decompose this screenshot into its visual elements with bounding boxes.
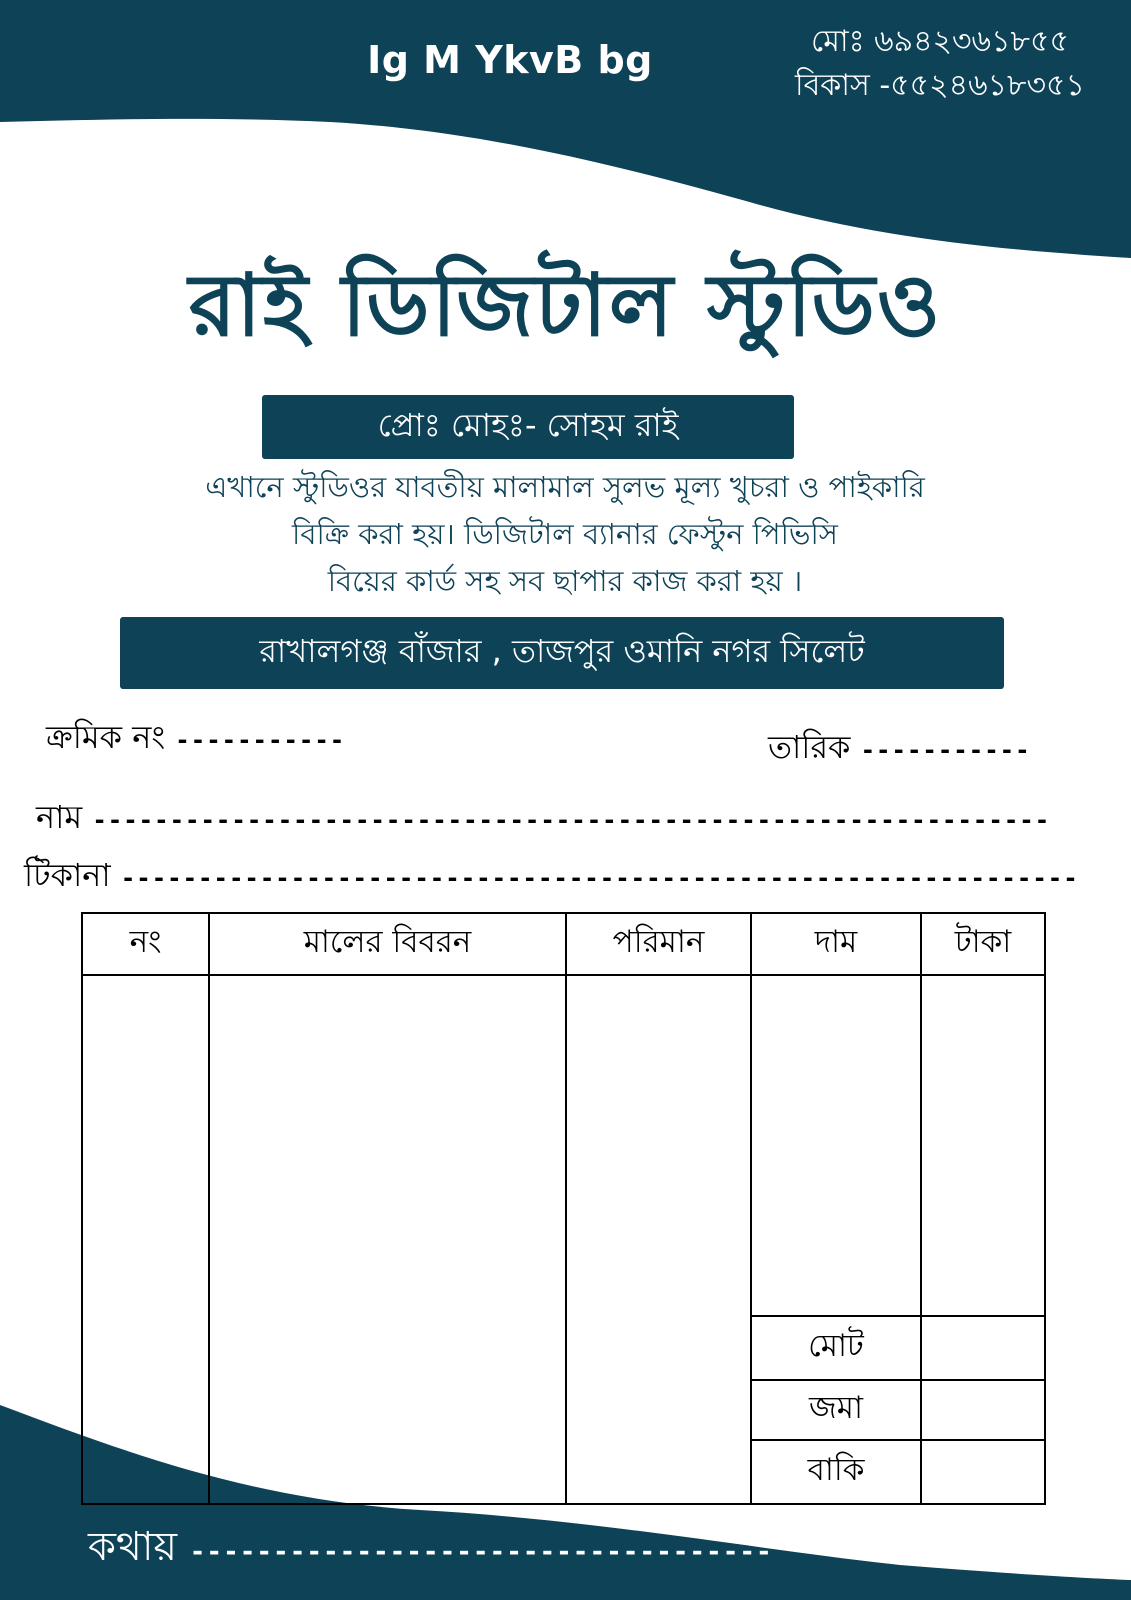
description-cell[interactable]	[209, 975, 566, 1504]
total-value[interactable]	[921, 1316, 1045, 1380]
words-label: কথায়	[88, 1524, 178, 1570]
contact-block	[760, 20, 1120, 108]
amount-cell[interactable]	[921, 975, 1045, 1316]
brand-name: রাই ডিজিটাল স্টুডিও	[188, 255, 943, 356]
col-serial: নং	[82, 913, 209, 975]
words-blank[interactable]: -----------------------------------	[189, 1537, 773, 1567]
address-label: টিকানা	[24, 856, 111, 894]
col-description: মালের বিবরন	[209, 913, 566, 975]
serial-cell[interactable]	[82, 975, 209, 1504]
description-line: এখানে স্টুডিওর যাবতীয় মালামাল সুলভ মূল্য খুচরা ও পাইকারি	[205, 470, 925, 504]
date-label: তারিক	[768, 728, 851, 766]
invoice-table	[81, 912, 1046, 1505]
serial-label: ক্রমিক নং	[46, 718, 166, 756]
serial-number-field[interactable]	[46, 712, 345, 766]
description-line: বিক্রি করা হয়। ডিজিটাল ব্যানার ফেস্টুন পিভিসি	[292, 517, 838, 551]
deposit-label: জমা	[751, 1380, 921, 1440]
col-quantity: পরিমান	[566, 913, 751, 975]
proprietor-banner	[262, 395, 794, 459]
col-price: দাম	[751, 913, 921, 975]
services-description	[60, 464, 1070, 605]
phone-number: মোঃ ৬৯৪২৩৬১৮৫৫	[811, 24, 1069, 59]
name-blank[interactable]: --------------------------------------------------------------	[92, 806, 1051, 834]
garbled-header-title: Ig M YkvB bg	[367, 38, 653, 82]
description-line: বিয়ের কার্ড সহ সব ছাপার কাজ করা হয় ।	[327, 564, 803, 598]
quantity-cell[interactable]	[566, 975, 751, 1504]
shop-address: রাখালগঞ্জ বাঁজার , তাজপুর ওমানি নগর সিলেট	[259, 632, 865, 670]
customer-address-field[interactable]	[24, 850, 1079, 904]
address-banner	[120, 617, 1004, 689]
deposit-value[interactable]	[921, 1380, 1045, 1440]
col-amount: টাকা	[921, 913, 1045, 975]
proprietor-name: প্রোঃ মোহঃ- সোহম রাই	[377, 406, 679, 444]
due-label: বাকি	[751, 1440, 921, 1504]
table-row	[82, 975, 1045, 1316]
address-blank[interactable]: --------------------------------------------------------------	[120, 864, 1079, 892]
name-label: নাম	[36, 798, 83, 836]
date-field[interactable]	[768, 722, 1031, 776]
due-value[interactable]	[921, 1440, 1045, 1504]
table-header-row	[82, 913, 1045, 975]
bkash-number: বিকাস -৫৫২৪৬১৮৩৫১	[795, 68, 1085, 103]
serial-blank[interactable]: -----------	[175, 726, 346, 754]
date-blank[interactable]: -----------	[860, 736, 1031, 764]
amount-in-words-field[interactable]	[88, 1515, 773, 1582]
price-cell[interactable]	[751, 975, 921, 1316]
total-label: মোট	[751, 1316, 921, 1380]
customer-name-field[interactable]	[36, 792, 1050, 846]
